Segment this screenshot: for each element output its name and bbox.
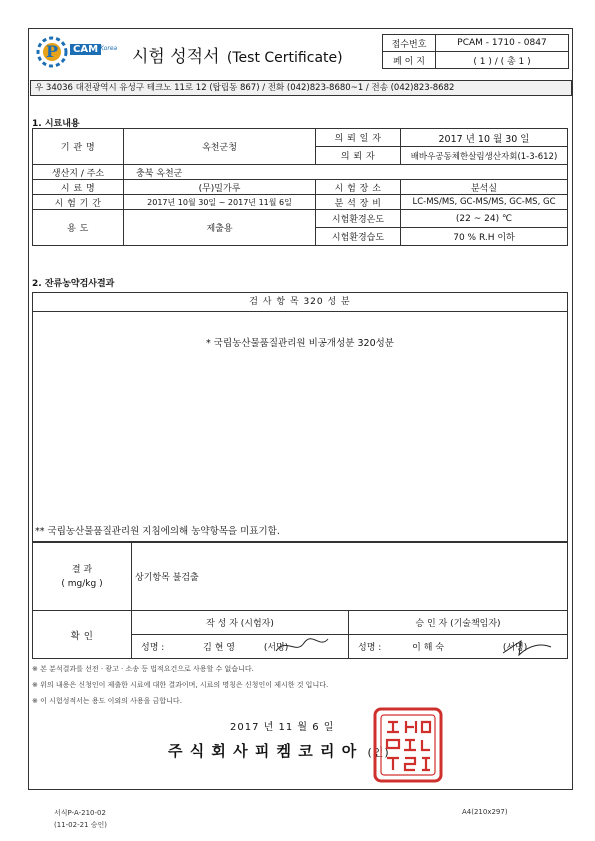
confirm-table (32, 610, 568, 659)
title-block (132, 42, 343, 67)
page-label: 페 이 지 (383, 52, 436, 69)
origin-label: 생산지 / 주소 (33, 165, 124, 180)
section1-heading: 1. 시료내용 (32, 119, 80, 129)
approver-header: 승 인 자 (기술책임자) (349, 611, 568, 635)
form-number: 서식P-A-210-02 (54, 809, 106, 817)
temp-value: (22 ~ 24) ℃ (401, 210, 568, 228)
result-table (32, 542, 568, 611)
receipt-label: 접수번호 (383, 35, 436, 52)
equip-label: 분 석 장 비 (316, 195, 401, 210)
client-label: 의 뢰 자 (316, 147, 401, 165)
company-seal-mark: (인) (367, 746, 390, 759)
logo-sub: Korea (100, 45, 118, 52)
logo-text: CAM (70, 44, 101, 55)
results-footnote: ** 국립농산물품질관리원 지침에의해 농약항목을 미표기함. (35, 526, 280, 537)
address-text: 우 34036 대전광역시 유성구 테크노 11로 12 (탑립동 867) / 전화 (042)823-8680~1 / 전송 (042)823-8682 (35, 83, 455, 93)
org-label: 기 관 명 (33, 129, 124, 165)
approver-name: 이 해 숙 (412, 643, 444, 653)
tester-cell (132, 635, 349, 659)
page-title: 시험 성적서 (132, 47, 220, 67)
sample-value: (무)밀가루 (124, 180, 316, 195)
tester-header: 작 성 자 (시험자) (132, 611, 349, 635)
approver-signature-mark (499, 635, 555, 657)
tester-name-label: 성명 : (141, 643, 165, 653)
issue-date: 2017 년 11 월 6 일 (230, 722, 335, 733)
note-3: ※ 이 시험성적서는 용도 이외의 사용을 금합니다. (32, 697, 182, 705)
receipt-table (382, 34, 569, 69)
origin-value: 충북 옥천군 (124, 165, 568, 180)
results-item-note: * 국립농산물품질관리원 비공개성분 320성분 (206, 338, 394, 349)
sample-label: 시 료 명 (33, 180, 124, 195)
receipt-value: PCAM - 1710 - 0847 (436, 35, 569, 52)
company-name-block (168, 740, 390, 761)
section2-heading: 2. 잔류농약검사결과 (32, 279, 115, 289)
results-box (32, 292, 568, 542)
approver-cell (349, 635, 568, 659)
tester-sign-label: (서명) (263, 643, 289, 653)
note-2: ※ 위의 내용은 신청인이 제출한 시료에 대한 결과이며, 시료의 명칭은 신청인이 제시한 것 입니다. (32, 681, 329, 689)
paper-size: A4(210x297) (462, 808, 508, 816)
result-value: 상기항목 불검출 (132, 543, 568, 611)
page-title-en: (Test Certificate) (226, 50, 343, 66)
result-label-line2: ( mg/kg ) (61, 578, 103, 589)
tester-signature-mark (272, 635, 332, 657)
humid-value: 70 % R.H 이하 (401, 228, 568, 246)
results-header: 검 사 항 목 320 성 분 (33, 293, 567, 312)
place-label: 시 험 장 소 (316, 180, 401, 195)
period-value: 2017년 10월 30일 ~ 2017년 11월 6일 (124, 195, 316, 210)
humid-label: 시험환경습도 (316, 228, 401, 246)
sample-info-table (32, 128, 568, 246)
temp-label: 시험환경온도 (316, 210, 401, 228)
date-value: 2017 년 10 월 30 일 (401, 129, 568, 147)
place-value: 분석실 (401, 180, 568, 195)
org-value: 옥천군청 (124, 129, 316, 165)
page-value: ( 1 ) / ( 총 1 ) (436, 52, 569, 69)
result-label-line1: 결 과 (71, 564, 93, 575)
confirm-label: 확 인 (33, 611, 132, 659)
tester-name: 김 현 영 (203, 643, 235, 653)
company-logo (34, 34, 118, 70)
result-label (33, 543, 132, 611)
form-date: (11-02-21 승인) (54, 821, 107, 829)
approver-sign-label: (서명) (502, 643, 528, 653)
approver-name-label: 성명 : (358, 643, 382, 653)
use-value: 제출용 (124, 210, 316, 246)
use-label: 용 도 (33, 210, 124, 246)
note-1: ※ 본 분석결과를 선전 · 광고 · 소송 등 법적요건으로 사용할 수 없습니다. (32, 665, 254, 673)
date-label: 의 뢰 일 자 (316, 129, 401, 147)
company-stamp (372, 706, 444, 784)
client-value: 배바우공동체한살림생산자회(1-3-612) (401, 147, 568, 165)
logo-letter: P (46, 42, 59, 61)
address-bar (30, 80, 572, 96)
period-label: 시 험 기 간 (33, 195, 124, 210)
equip-value: LC-MS/MS, GC-MS/MS, GC-MS, GC (401, 195, 568, 210)
company-name: 주 식 회 사 피 켐 코 리 아 (168, 742, 358, 760)
